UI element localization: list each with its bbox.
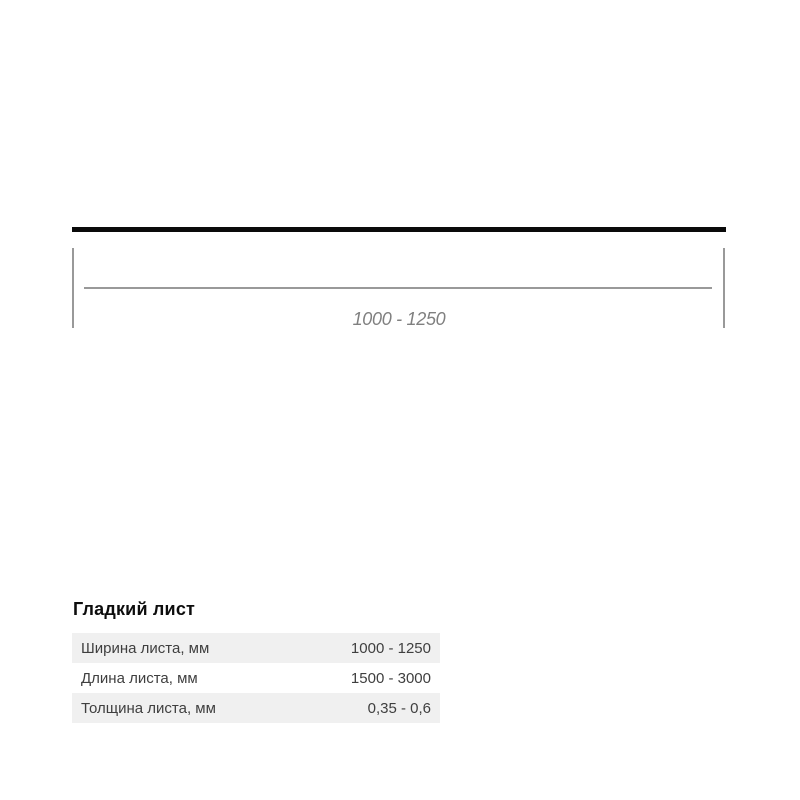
spec-row-thickness bbox=[72, 693, 440, 723]
sheet-dimension-drawing bbox=[0, 0, 800, 340]
section-title: Гладкий лист bbox=[73, 599, 196, 619]
spec-label: Толщина листа, мм bbox=[81, 699, 216, 717]
spec-value: 1500 - 3000 bbox=[350, 669, 431, 687]
spec-value: 0,35 - 0,6 bbox=[367, 699, 431, 717]
spec-value: 1000 - 1250 bbox=[350, 639, 431, 657]
spec-label: Ширина листа, мм bbox=[81, 639, 210, 657]
spec-row-width bbox=[72, 633, 440, 663]
spec-table bbox=[72, 633, 440, 723]
spec-row-length bbox=[72, 663, 440, 693]
sheet-profile-line bbox=[72, 227, 726, 232]
spec-label: Длина листа, мм bbox=[81, 669, 198, 687]
dimension-line bbox=[84, 287, 712, 289]
dimension-width-label: 1000 - 1250 bbox=[352, 309, 446, 329]
